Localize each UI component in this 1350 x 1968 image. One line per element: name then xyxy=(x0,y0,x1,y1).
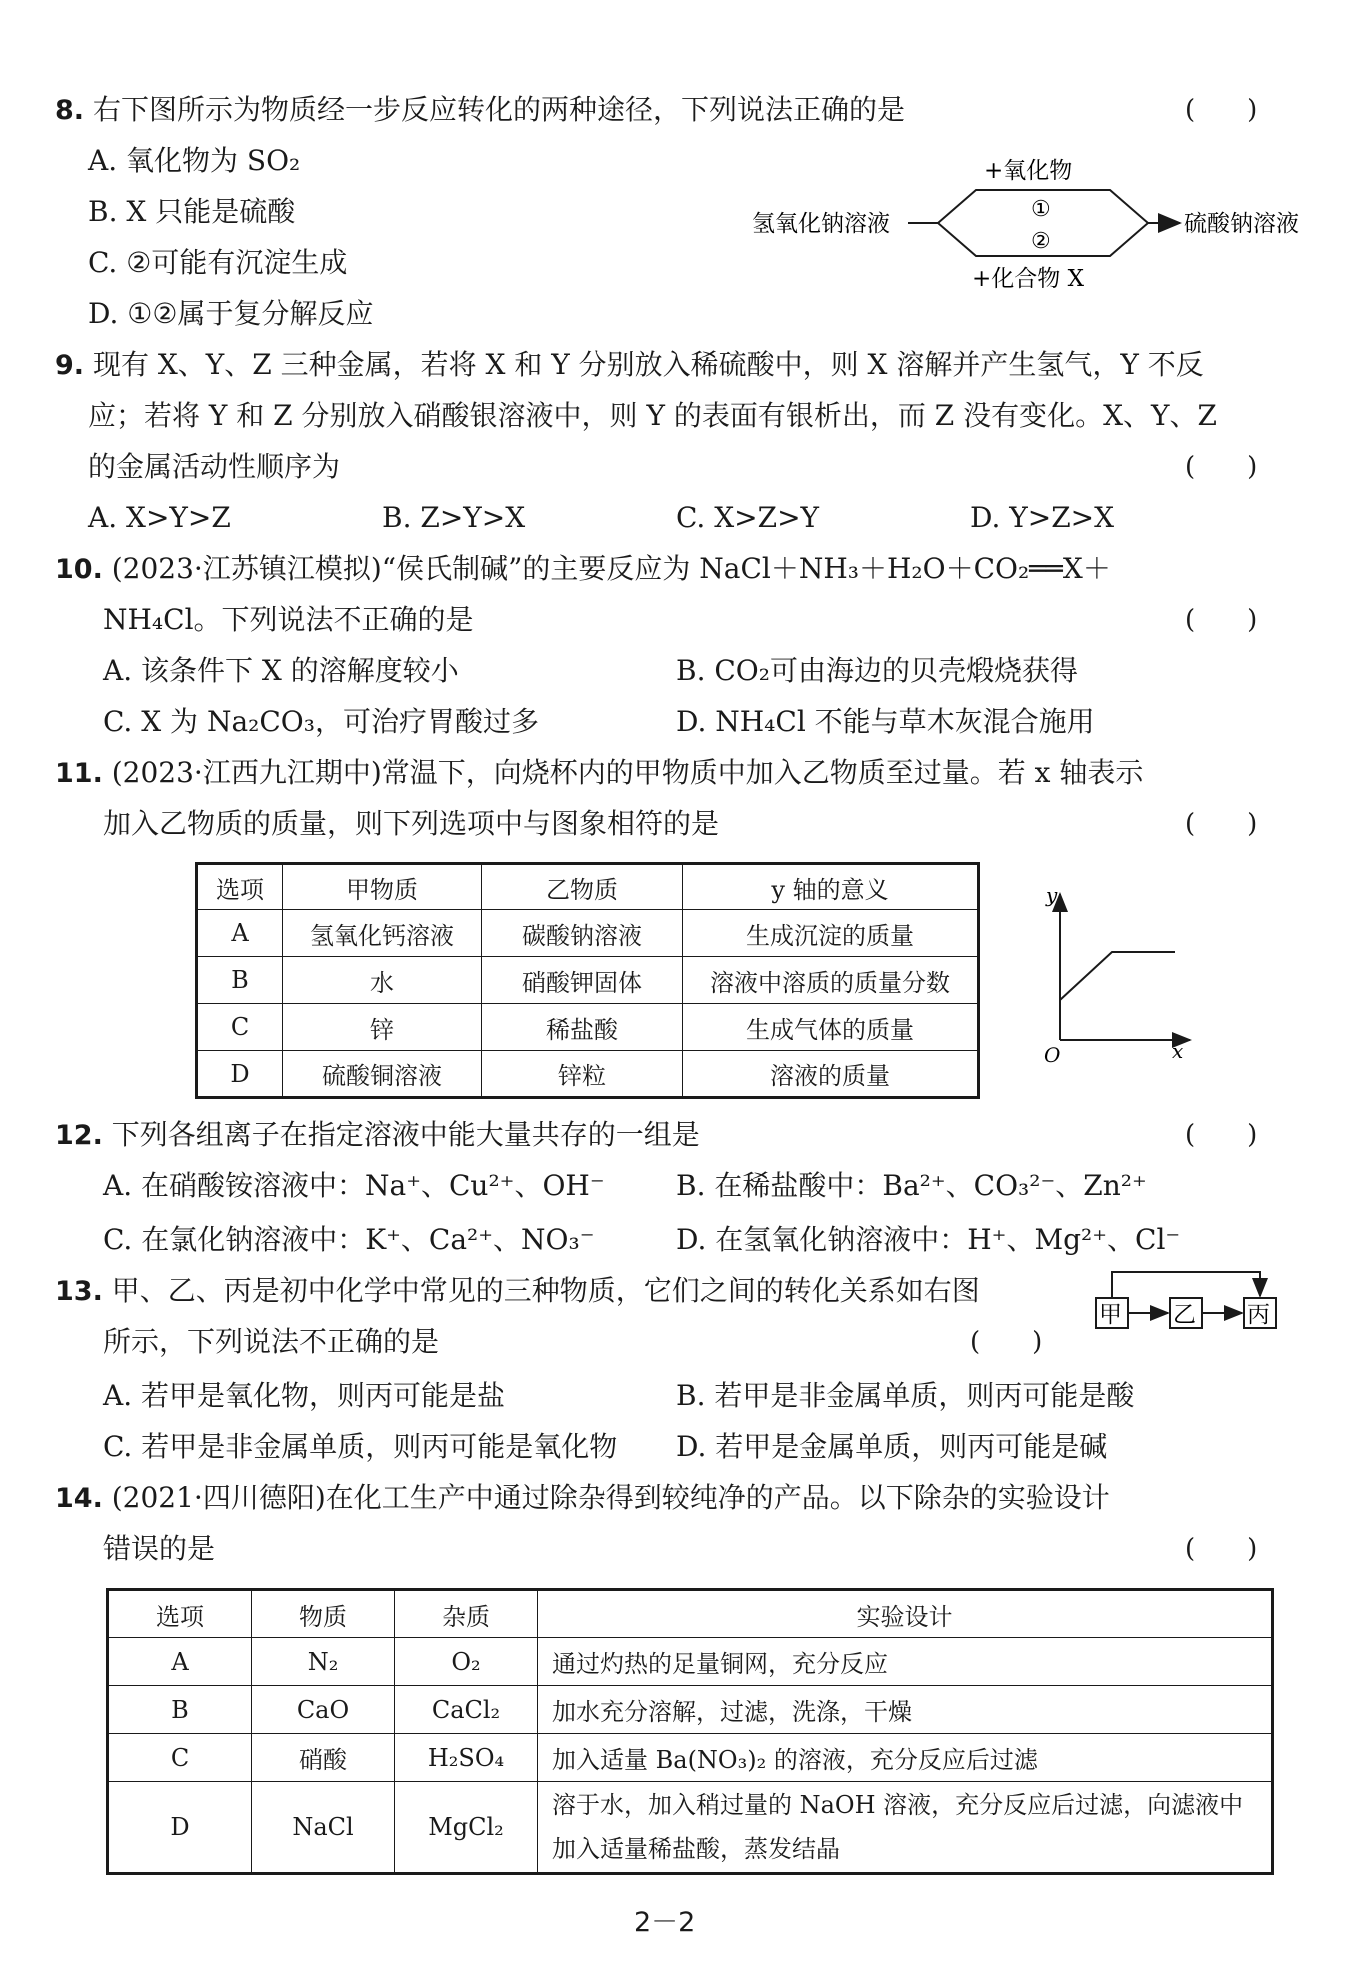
option-c: C. 若甲是非金属单质，则丙可能是氧化物 xyxy=(103,1430,618,1463)
table-header: 物质 xyxy=(252,1590,395,1638)
table-cell: 锌 xyxy=(283,1004,482,1051)
table-row xyxy=(108,1734,1273,1782)
table-cell: 溶液的质量 xyxy=(683,1051,979,1098)
option-b: B. 在稀盐酸中：Ba²⁺、CO₃²⁻、Zn²⁺ xyxy=(676,1169,1147,1202)
option-d: D. Y>Z>X xyxy=(970,501,1115,534)
answer-bracket: ( ) xyxy=(1185,95,1258,125)
table-cell: 硝酸 xyxy=(252,1734,395,1782)
question-number: 11. xyxy=(55,758,103,789)
route-2-label: ② xyxy=(1031,229,1051,254)
q14-line-1 xyxy=(55,1480,1110,1517)
question-number: 14. xyxy=(55,1483,103,1514)
table-cell: O₂ xyxy=(395,1638,538,1686)
page-number: 2－2 xyxy=(634,1907,696,1938)
q14-table xyxy=(106,1588,1274,1875)
option-c: C. ②可能有沉淀生成 xyxy=(88,246,348,279)
q13-line-1 xyxy=(55,1273,980,1310)
origin-label: O xyxy=(1044,1043,1061,1067)
option-d: D. 在氢氧化钠溶液中：H⁺、Mg²⁺、Cl⁻ xyxy=(676,1223,1181,1256)
table-header: 甲物质 xyxy=(283,864,482,910)
option-d: D. 若甲是金属单质，则丙可能是碱 xyxy=(676,1430,1108,1463)
q13-line-2: 所示，下列说法不正确的是 xyxy=(103,1325,440,1358)
q11-graph xyxy=(1030,880,1210,1070)
table-header: 选项 xyxy=(197,864,283,910)
table-cell: 碳酸钠溶液 xyxy=(482,910,683,957)
box-yi-label: 乙 xyxy=(1173,1302,1196,1328)
table-header: y 轴的意义 xyxy=(683,864,979,910)
table-cell: C xyxy=(108,1734,252,1782)
table-cell: B xyxy=(108,1686,252,1734)
table-row xyxy=(108,1782,1273,1874)
table-cell: 溶液中溶质的质量分数 xyxy=(683,957,979,1004)
q8-stem-line xyxy=(55,92,905,129)
question-text: 现有 X、Y、Z 三种金属，若将 X 和 Y 分别放入稀硫酸中，则 X 溶解并产生氢气，Y 不反 xyxy=(92,348,1204,381)
option-b: B. 若甲是非金属单质，则丙可能是酸 xyxy=(676,1379,1135,1412)
q10-line-2: NH₄Cl。下列说法不正确的是 xyxy=(103,603,474,636)
option-c: C. X 为 Na₂CO₃，可治疗胃酸过多 xyxy=(103,705,539,738)
table-cell: 锌粒 xyxy=(482,1051,683,1098)
table-cell: 水 xyxy=(283,957,482,1004)
option-a: A. 在硝酸铵溶液中：Na⁺、Cu²⁺、OH⁻ xyxy=(103,1169,605,1202)
q9-line-1 xyxy=(55,347,1204,384)
q13-conversion-diagram xyxy=(1090,1262,1290,1338)
q8-reaction-diagram xyxy=(740,150,1300,300)
answer-bracket: ( ) xyxy=(1185,605,1258,635)
option-b: B. X 只能是硫酸 xyxy=(88,195,296,228)
option-d: D. ①②属于复分解反应 xyxy=(88,297,374,330)
diagram-bottom-label: +化合物 X xyxy=(972,266,1084,292)
option-a: A. X>Y>Z xyxy=(88,501,231,534)
table-header: 实验设计 xyxy=(538,1590,1273,1638)
table-row xyxy=(197,1051,979,1098)
option-a: A. 若甲是氧化物，则丙可能是盐 xyxy=(103,1379,506,1412)
graph-curve xyxy=(1060,952,1175,1000)
diagram-right-label: 硫酸钠溶液 xyxy=(1184,211,1299,237)
table-cell: 稀盐酸 xyxy=(482,1004,683,1051)
table-cell: 氢氧化钙溶液 xyxy=(283,910,482,957)
table-cell: N₂ xyxy=(252,1638,395,1686)
option-c: C. 在氯化钠溶液中：K⁺、Ca²⁺、NO₃⁻ xyxy=(103,1223,595,1256)
table-cell: 生成气体的质量 xyxy=(683,1004,979,1051)
q11-line-2: 加入乙物质的质量，则下列选项中与图象相符的是 xyxy=(103,807,720,840)
question-text: (2023·江苏镇江模拟)“侯氏制碱”的主要反应为 NaCl＋NH₃＋H₂O＋CO₂══X＋ xyxy=(111,552,1111,585)
q9-line-3: 的金属活动性顺序为 xyxy=(88,450,341,483)
option-d: D. NH₄Cl 不能与草木灰混合施用 xyxy=(676,705,1095,738)
question-number: 13. xyxy=(55,1276,103,1307)
arrow-jia-bing xyxy=(1112,1272,1260,1298)
question-text: (2023·江西九江期中)常温下，向烧杯内的甲物质中加入乙物质至过量。若 x 轴表示 xyxy=(111,756,1144,789)
question-text: (2021·四川德阳)在化工生产中通过除杂得到较纯净的产品。以下除杂的实验设计 xyxy=(111,1481,1110,1514)
answer-bracket: ( ) xyxy=(1185,809,1258,839)
route-1-label: ① xyxy=(1031,197,1051,222)
table-header: 选项 xyxy=(108,1590,252,1638)
table-cell: MgCl₂ xyxy=(395,1782,538,1874)
option-b: B. CO₂可由海边的贝壳煅烧获得 xyxy=(676,654,1078,687)
diagram-left-label: 氢氧化钠溶液 xyxy=(752,211,890,237)
table-row xyxy=(197,1004,979,1051)
question-number: 9. xyxy=(55,350,85,381)
table-cell: A xyxy=(108,1638,252,1686)
option-b: B. Z>Y>X xyxy=(382,501,526,534)
table-cell: CaO xyxy=(252,1686,395,1734)
table-row xyxy=(197,957,979,1004)
table-cell: CaCl₂ xyxy=(395,1686,538,1734)
question-text: 甲、乙、丙是初中化学中常见的三种物质，它们之间的转化关系如右图 xyxy=(111,1274,980,1307)
box-bing-label: 丙 xyxy=(1247,1302,1270,1328)
q11-line-1 xyxy=(55,755,1143,792)
table-cell: A xyxy=(197,910,283,957)
q10-line-1 xyxy=(55,551,1111,588)
table-header-row xyxy=(197,864,979,910)
question-number: 10. xyxy=(55,554,103,585)
q11-table xyxy=(195,862,980,1099)
table-cell: 加水充分溶解，过滤，洗涤，干燥 xyxy=(538,1686,1273,1734)
option-a: A. 该条件下 X 的溶解度较小 xyxy=(103,654,459,687)
box-jia-label: 甲 xyxy=(1099,1302,1122,1328)
answer-bracket: ( ) xyxy=(1185,1534,1258,1564)
q14-line-2: 错误的是 xyxy=(103,1532,216,1565)
table-cell: 硫酸铜溶液 xyxy=(283,1051,482,1098)
table-header: 杂质 xyxy=(395,1590,538,1638)
option-c: C. X>Z>Y xyxy=(676,501,820,534)
diagram-top-label: +氧化物 xyxy=(984,158,1073,184)
table-header-row xyxy=(108,1590,1273,1638)
table-cell: B xyxy=(197,957,283,1004)
y-axis-label: y xyxy=(1046,883,1058,907)
table-cell: 硝酸钾固体 xyxy=(482,957,683,1004)
answer-bracket: ( ) xyxy=(1185,1120,1258,1150)
answer-bracket: ( ) xyxy=(970,1327,1043,1357)
q9-line-2: 应；若将 Y 和 Z 分别放入硝酸银溶液中，则 Y 的表面有银析出，而 Z 没有变化。X、Y、Z xyxy=(88,399,1217,432)
table-cell: 通过灼热的足量铜网，充分反应 xyxy=(538,1638,1273,1686)
question-text: 下列各组离子在指定溶液中能大量共存的一组是 xyxy=(111,1118,700,1151)
table-cell: H₂SO₄ xyxy=(395,1734,538,1782)
question-number: 8. xyxy=(55,95,85,126)
question-text: 右下图所示为物质经一步反应转化的两种途径，下列说法正确的是 xyxy=(92,93,905,126)
table-cell: 生成沉淀的质量 xyxy=(683,910,979,957)
option-a: A. 氧化物为 SO₂ xyxy=(88,144,301,177)
table-cell: 加入适量 Ba(NO₃)₂ 的溶液，充分反应后过滤 xyxy=(538,1734,1273,1782)
x-axis-label: x xyxy=(1172,1039,1184,1063)
table-row xyxy=(108,1638,1273,1686)
table-cell: 溶于水，加入稍过量的 NaOH 溶液，充分反应后过滤，向滤液中加入适量稀盐酸，蒸发结晶 xyxy=(538,1782,1273,1874)
table-cell: D xyxy=(108,1782,252,1874)
q12-stem-line xyxy=(55,1117,700,1154)
table-cell: NaCl xyxy=(252,1782,395,1874)
table-header: 乙物质 xyxy=(482,864,683,910)
answer-bracket: ( ) xyxy=(1185,452,1258,482)
table-cell: D xyxy=(197,1051,283,1098)
table-row xyxy=(197,910,979,957)
question-number: 12. xyxy=(55,1120,103,1151)
table-cell: C xyxy=(197,1004,283,1051)
table-row xyxy=(108,1686,1273,1734)
